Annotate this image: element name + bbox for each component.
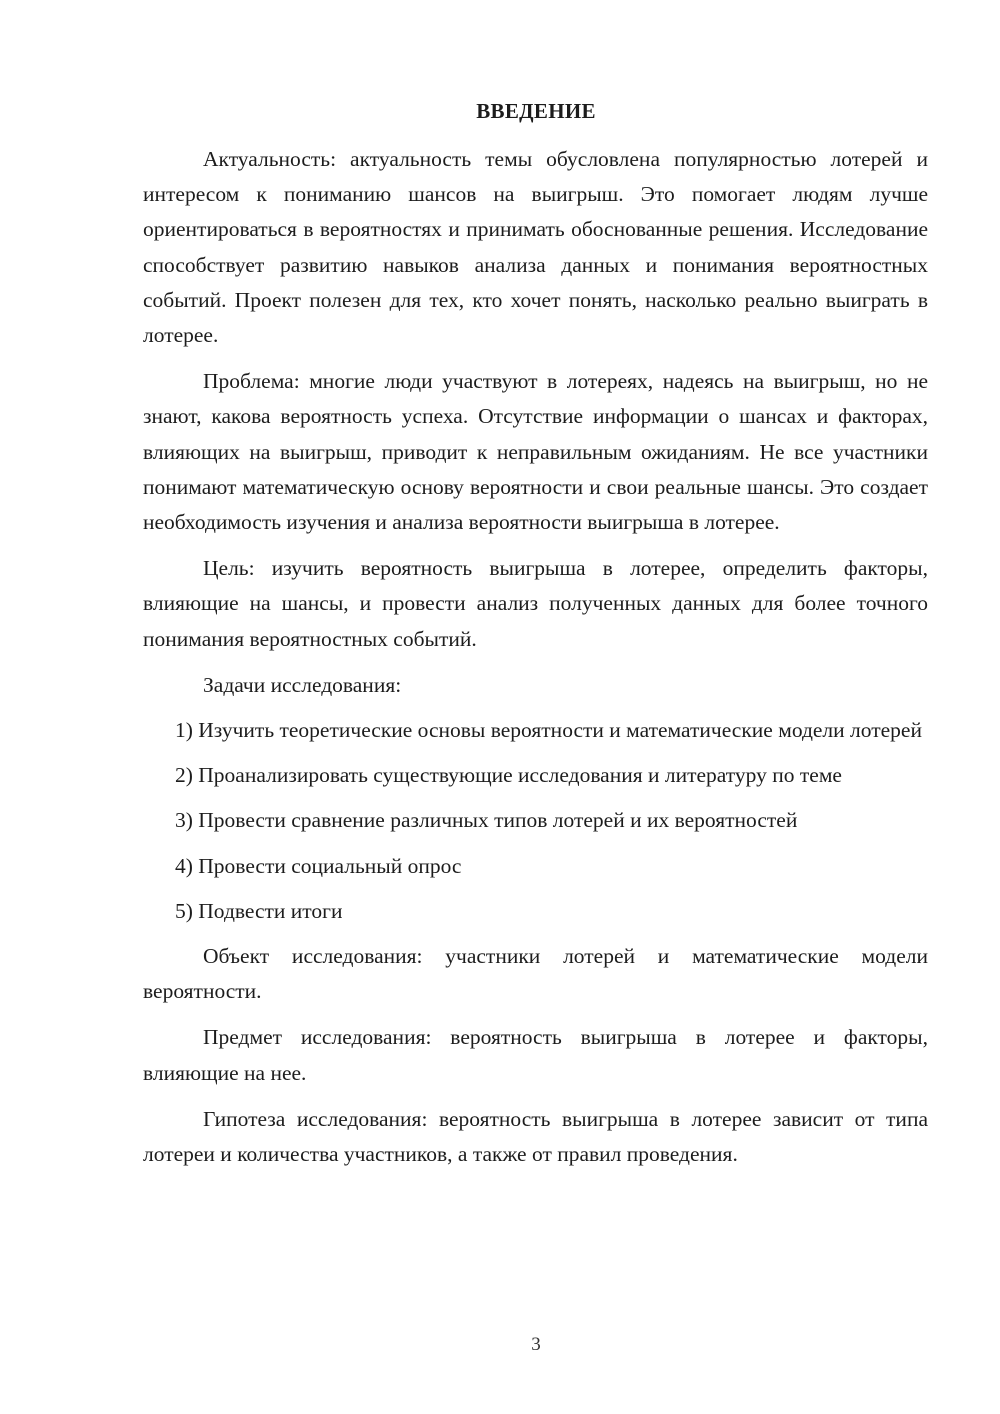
paragraph-relevance: Актуальность: актуальность темы обусловлена популярностью лотерей и интересом к пониманию шансов на выигрыш. Это помогает людям лучше ориентироваться в вероятностях и принимать обоснованные решения. Исследование способствует развитию навыков анализа данных и понимания вероятностных событий. Проект полезен для тех, кто хочет понять, насколько реально выиграть в лотерее. (143, 147, 928, 348)
paragraph-hypothesis: Гипотеза исследования: вероятность выигрыша в лотерее зависит от типа лотереи и количества участников, а также от правил проведения. (143, 1106, 928, 1167)
task-item: 2) Проанализировать существующие исследования и литературу по теме (175, 763, 842, 788)
paragraph-object: Объект исследования: участники лотерей и математические модели вероятности. (143, 944, 928, 1004)
page-number: 3 (531, 1334, 541, 1355)
task-item: 5) Подвести итоги (175, 898, 343, 923)
paragraph-problem: Проблема: многие люди участвуют в лотереях, надеясь на выигрыш, но не знают, какова вероятность успеха. Отсутствие информации о шансах и факторах, влияющих на выигрыш, приводит к неправильным ожиданиям. Не все участники понимают математическую основу вероятности и свои реальные шансы. Это создает необходимость изучения и анализа вероятности выигрыша в лотерее. (143, 369, 928, 535)
paragraph-tasks-title: Задачи исследования: (203, 672, 402, 697)
paragraph-goal: Цель: изучить вероятность выигрыша в лотерее, определить факторы, влияющие на шансы, и провести анализ полученных данных для более точного понимания вероятностных событий. (143, 556, 928, 651)
task-item: 1) Изучить теоретические основы вероятности и математические модели лотерей (175, 718, 922, 743)
task-item: 4) Провести социальный опрос (175, 853, 462, 878)
task-item: 3) Провести сравнение различных типов лотерей и их вероятностей (175, 808, 798, 833)
body-text (143, 142, 928, 1183)
section-heading: ВВЕДЕНИЕ (476, 99, 596, 123)
paragraph-subject: Предмет исследования: вероятность выигрыша в лотерее и факторы, влияющие на нее. (143, 1025, 928, 1085)
